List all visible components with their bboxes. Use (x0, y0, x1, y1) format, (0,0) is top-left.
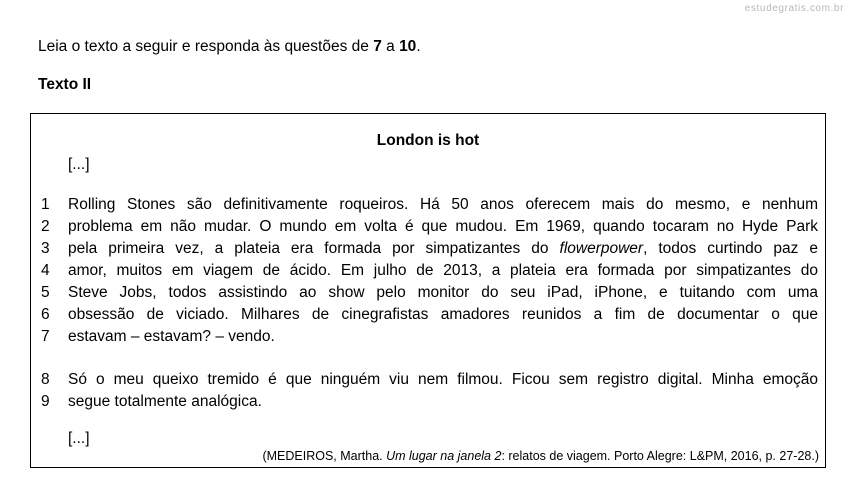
line-number: 9 (41, 393, 50, 410)
passage-line (31, 369, 825, 391)
citation-prefix: (MEDEIROS, Martha. (262, 449, 387, 463)
passage-line (31, 260, 825, 282)
line-text-after: , todos curtindo paz e (643, 240, 818, 257)
line-text: Só o meu queixo tremido é que ninguém viu nem filmou. Ficou sem registro digital. Minha emoção (68, 371, 818, 388)
italic-term: flowerpower (559, 240, 644, 257)
text-heading: Texto II (38, 76, 92, 93)
passage-box (30, 113, 826, 468)
passage-line (31, 326, 825, 348)
line-number: 5 (41, 284, 50, 301)
site-watermark: estudegratis.com.br (744, 3, 844, 14)
line-number: 2 (41, 218, 50, 235)
passage-line (31, 216, 825, 238)
line-text: Steve Jobs, todos assistindo ao show pelo monitor do seu iPad, iPhone, e tuitando com uma (68, 284, 818, 301)
question-range-end: 10 (399, 38, 417, 55)
instruction-suffix: . (416, 38, 421, 55)
citation-suffix: : relatos de viagem. Porto Alegre: L&PM, 2016, p. 27-28.) (501, 449, 819, 463)
citation (262, 449, 819, 463)
line-number: 1 (41, 196, 50, 213)
passage-line (31, 282, 825, 304)
citation-book-title: Um lugar na janela 2 (386, 449, 502, 463)
line-text (68, 238, 818, 260)
line-text-before: pela primeira vez, a plateia era formada por simpatizantes do (68, 240, 560, 257)
instruction-prefix: Leia o texto a seguir e responda às questões de (38, 38, 374, 55)
question-instruction (38, 38, 421, 56)
line-number: 7 (41, 328, 50, 345)
line-number: 3 (41, 240, 50, 257)
line-number: 4 (41, 262, 50, 279)
line-number: 8 (41, 371, 50, 388)
instruction-connector: a (381, 38, 400, 55)
ellipsis-top: [...] (68, 156, 90, 173)
line-text: estavam – estavam? – vendo. (68, 328, 275, 345)
line-text: problema em não mudar. O mundo em volta é que mudou. Em 1969, quando tocaram no Hyde Park (68, 218, 818, 235)
passage-line (31, 238, 825, 260)
passage-title: London is hot (376, 132, 480, 149)
line-text: obsessão de viciado. Milhares de cinegrafistas amadores reunidos a fim de documentar o que (68, 306, 818, 323)
passage-line (31, 194, 825, 216)
passage-line (31, 304, 825, 326)
passage-line (31, 391, 825, 413)
line-number: 6 (41, 306, 50, 323)
line-text: Rolling Stones são definitivamente roqueiros. Há 50 anos oferecem mais do mesmo, e nenhum (68, 196, 818, 213)
question-range-start: 7 (373, 38, 382, 55)
ellipsis-bottom: [...] (68, 430, 90, 447)
line-text: amor, muitos em viagem de ácido. Em julho de 2013, a plateia era formada por simpatizantes do (68, 262, 818, 279)
line-text: segue totalmente analógica. (68, 393, 262, 410)
